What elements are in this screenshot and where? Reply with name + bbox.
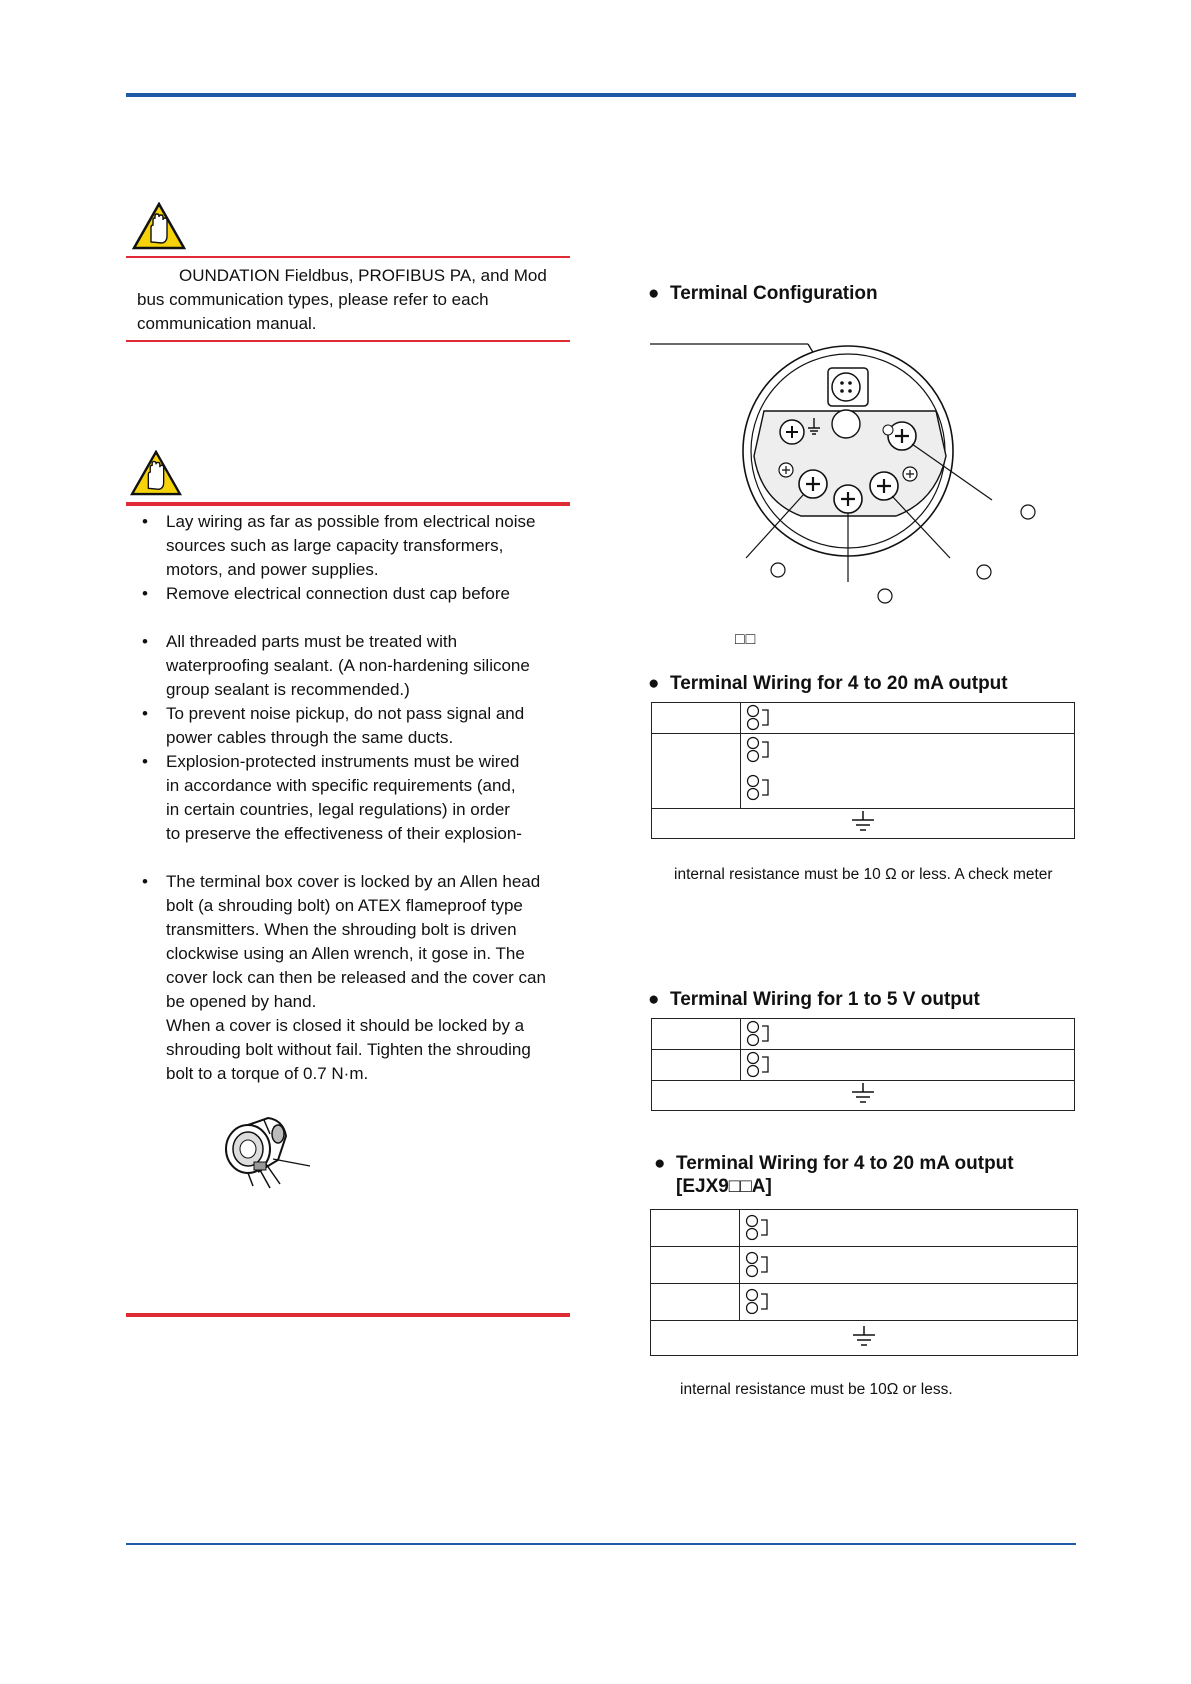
warning1-bottom-rule: [126, 340, 570, 342]
top-rule: [126, 93, 1076, 97]
ground-row: [652, 809, 1075, 839]
wiring-4-20-ejx-heading: ● Terminal Wiring for 4 to 20 mA output: [654, 1153, 1014, 1174]
terminal-pair-icon: [744, 1251, 774, 1279]
list-item: shrouding bolt without fail. Tighten the shrouding: [166, 1040, 531, 1059]
terminal-configuration-diagram: [646, 336, 1066, 588]
transmitter-illustration: [218, 1104, 313, 1194]
note-ejx: internal resistance must be 10Ω or less.: [680, 1381, 953, 1398]
list-item: clockwise using an Allen wrench, it gose in. The: [166, 944, 525, 963]
list-item: • To prevent noise pickup, do not pass signal and: [142, 704, 525, 723]
table-cell: [741, 1050, 1075, 1081]
terminal-pair-icon: [745, 774, 775, 802]
warning1-line1: OUNDATION Fieldbus, PROFIBUS PA, and Mod: [179, 266, 547, 285]
table-cell: [651, 1210, 740, 1247]
list-item: waterproofing sealant. (A non-hardening silicone: [166, 656, 530, 675]
list-item: When a cover is closed it should be locked by a: [166, 1016, 525, 1035]
wiring-4-20-ejx-model: [EJX9□□A]: [676, 1176, 772, 1197]
terminal-pair-icon: [745, 1020, 775, 1048]
table-cell: [652, 703, 741, 734]
warning-hand-icon: [132, 202, 186, 250]
list-item: in certain countries, legal regulations) in order: [166, 800, 510, 819]
terminal-pair-icon: [745, 736, 775, 764]
list-item: sources such as large capacity transformers,: [166, 536, 504, 555]
list-item: cover lock can then be released and the cover can: [166, 968, 546, 987]
warning2-bottom-rule: [126, 1313, 570, 1317]
terminal-pair-icon: [745, 1051, 775, 1079]
note-4-20: internal resistance must be 10 Ω or less. A check meter: [674, 866, 1053, 883]
bottom-rule: [126, 1543, 1076, 1545]
list-item: bolt to a torque of 0.7 N·m.: [166, 1064, 369, 1083]
list-item: • The terminal box cover is locked by an Allen head: [142, 872, 541, 891]
list-item: to preserve the effectiveness of their explosion-: [166, 824, 522, 843]
terminal-label-circle: [877, 588, 893, 604]
list-item: bolt (a shrouding bolt) on ATEX flameproof type: [166, 896, 523, 915]
warning1-top-rule: [126, 256, 570, 258]
warning1-line2: bus communication types, please refer to each: [137, 290, 489, 309]
warning1-text: [137, 264, 547, 336]
ground-icon: [850, 1324, 878, 1348]
wiring-4-20-table: [651, 702, 1075, 839]
list-item: transmitters. When the shrouding bolt is driven: [166, 920, 517, 939]
list-item: • All threaded parts must be treated with: [142, 632, 458, 651]
ground-row: [652, 1081, 1075, 1111]
table-cell: [740, 1284, 1078, 1321]
list-item: • Lay wiring as far as possible from electrical noise: [142, 512, 536, 531]
ground-icon: [849, 809, 877, 833]
table-cell: [741, 734, 1075, 809]
warning2-top-rule: [126, 502, 570, 506]
list-item: • Explosion-protected instruments must be wired: [142, 752, 520, 771]
table-cell: [652, 734, 741, 809]
table-cell: [651, 1284, 740, 1321]
terminal-pair-icon: [744, 1214, 774, 1242]
warning-hand-icon: [130, 450, 182, 496]
list-item: power cables through the same ducts.: [166, 728, 454, 747]
table-cell: [652, 1050, 741, 1081]
wiring-1-5-table: [651, 1018, 1075, 1111]
list-item: • Remove electrical connection dust cap before: [142, 584, 510, 603]
list-item: motors, and power supplies.: [166, 560, 379, 579]
table-cell: [651, 1247, 740, 1284]
terminal-pair-icon: [744, 1288, 774, 1316]
table-cell: [652, 1019, 741, 1050]
warning1-line3: communication manual.: [137, 314, 317, 333]
list-item: be opened by hand.: [166, 992, 317, 1011]
list-item: group sealant is recommended.): [166, 680, 410, 699]
wiring-4-20-ejx-table: [650, 1209, 1078, 1356]
wiring-4-20-heading: ● Terminal Wiring for 4 to 20 mA output: [648, 673, 1008, 694]
table-cell: [741, 703, 1075, 734]
table-cell: [740, 1247, 1078, 1284]
terminal-pair-icon: [745, 704, 775, 732]
table-cell: [741, 1019, 1075, 1050]
ground-icon: [849, 1081, 877, 1105]
wiring-1-5-heading: ● Terminal Wiring for 1 to 5 V output: [648, 989, 980, 1010]
ground-row: [651, 1321, 1078, 1356]
model-suffix: □□: [735, 631, 757, 648]
warning2-list: [126, 510, 570, 1090]
list-item: in accordance with specific requirements (and,: [166, 776, 516, 795]
table-cell: [740, 1210, 1078, 1247]
terminal-config-heading: ● Terminal Configuration: [648, 283, 878, 304]
